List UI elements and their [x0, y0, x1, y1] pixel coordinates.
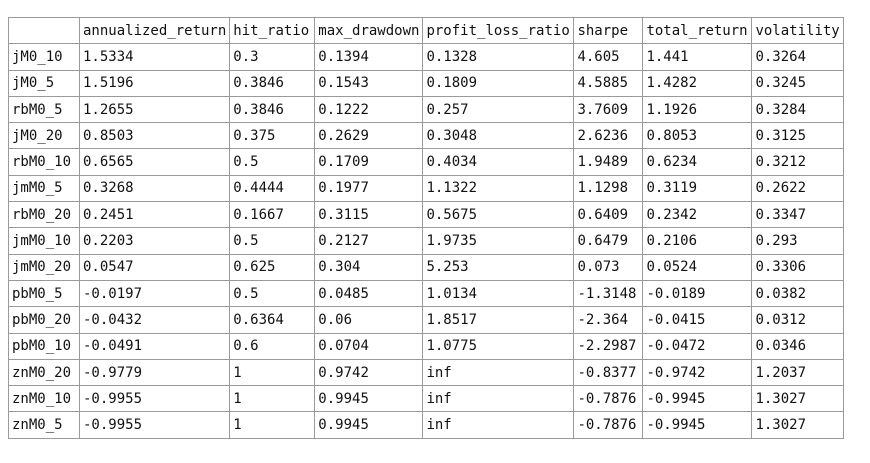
table-cell: 0.2127: [315, 228, 423, 254]
table-cell: 0.6: [230, 333, 315, 359]
table-row: [9, 280, 844, 306]
table-cell: 0.3125: [752, 123, 843, 149]
table-cell: 0.0524: [643, 254, 752, 280]
table-cell: -2.2987: [574, 333, 643, 359]
table-cell: -0.9742: [643, 359, 752, 385]
row-index-cell: rbM0_10: [9, 149, 80, 175]
table-cell: inf: [423, 412, 574, 438]
table-cell: inf: [423, 386, 574, 412]
table-cell: 0.375: [230, 123, 315, 149]
table-cell: 0.8503: [80, 123, 230, 149]
table-cell: 1.2655: [80, 96, 230, 122]
table-cell: 0.625: [230, 254, 315, 280]
table-cell: 2.6236: [574, 123, 643, 149]
table-cell: 0.1977: [315, 175, 423, 201]
table-cell: 0.0382: [752, 280, 843, 306]
table-cell: 0.0346: [752, 333, 843, 359]
table-cell: 0.5: [230, 280, 315, 306]
table-cell: -2.364: [574, 307, 643, 333]
table-cell: 1.0134: [423, 280, 574, 306]
column-header: max_drawdown: [315, 18, 423, 44]
table-cell: -0.0189: [643, 280, 752, 306]
table-cell: -0.0491: [80, 333, 230, 359]
table-cell: 1: [230, 359, 315, 385]
column-header: sharpe: [574, 18, 643, 44]
table-cell: -0.8377: [574, 359, 643, 385]
results-table: [8, 17, 844, 439]
table-body: [9, 44, 844, 438]
dataframe-container: [8, 17, 844, 439]
column-header: annualized_return: [80, 18, 230, 44]
table-cell: -0.7876: [574, 412, 643, 438]
table-row: [9, 202, 844, 228]
row-index-cell: pbM0_10: [9, 333, 80, 359]
table-cell: 0.8053: [643, 123, 752, 149]
table-cell: 0.293: [752, 228, 843, 254]
table-cell: 1.5334: [80, 44, 230, 70]
table-cell: 0.6565: [80, 149, 230, 175]
table-cell: -0.0472: [643, 333, 752, 359]
table-cell: -0.9945: [643, 386, 752, 412]
table-row: [9, 123, 844, 149]
table-row: [9, 412, 844, 438]
table-cell: 0.6364: [230, 307, 315, 333]
table-row: [9, 175, 844, 201]
table-cell: 1.1322: [423, 175, 574, 201]
table-cell: 0.0547: [80, 254, 230, 280]
table-cell: 0.3306: [752, 254, 843, 280]
row-index-cell: jM0_10: [9, 44, 80, 70]
table-cell: -0.9779: [80, 359, 230, 385]
table-cell: 4.605: [574, 44, 643, 70]
table-cell: 0.3245: [752, 70, 843, 96]
table-row: [9, 333, 844, 359]
row-index-cell: znM0_20: [9, 359, 80, 385]
table-cell: 0.3119: [643, 175, 752, 201]
table-cell: 0.1394: [315, 44, 423, 70]
table-cell: 0.2106: [643, 228, 752, 254]
table-cell: 1.3027: [752, 412, 843, 438]
table-cell: 0.2622: [752, 175, 843, 201]
table-cell: 0.1222: [315, 96, 423, 122]
header-row: [9, 18, 844, 44]
table-cell: -0.9955: [80, 412, 230, 438]
table-cell: 1.3027: [752, 386, 843, 412]
table-cell: -0.0432: [80, 307, 230, 333]
table-row: [9, 70, 844, 96]
table-cell: -0.0415: [643, 307, 752, 333]
table-cell: 1.2037: [752, 359, 843, 385]
table-cell: 0.2203: [80, 228, 230, 254]
table-row: [9, 359, 844, 385]
table-cell: 0.257: [423, 96, 574, 122]
table-cell: 1.1926: [643, 96, 752, 122]
table-cell: 0.2629: [315, 123, 423, 149]
table-cell: 0.1709: [315, 149, 423, 175]
table-row: [9, 44, 844, 70]
table-cell: 1.9489: [574, 149, 643, 175]
table-cell: 0.4444: [230, 175, 315, 201]
table-cell: 1: [230, 412, 315, 438]
table-cell: 0.5675: [423, 202, 574, 228]
table-cell: 1.9735: [423, 228, 574, 254]
table-cell: 0.6409: [574, 202, 643, 228]
table-cell: 0.2451: [80, 202, 230, 228]
table-cell: inf: [423, 359, 574, 385]
table-cell: 0.5: [230, 149, 315, 175]
row-index-cell: jmM0_10: [9, 228, 80, 254]
table-cell: 0.3846: [230, 70, 315, 96]
row-index-cell: pbM0_20: [9, 307, 80, 333]
table-cell: 1: [230, 386, 315, 412]
column-header: total_return: [643, 18, 752, 44]
table-cell: 0.1328: [423, 44, 574, 70]
table-cell: -0.9945: [643, 412, 752, 438]
table-cell: 1.0775: [423, 333, 574, 359]
table-cell: 0.2342: [643, 202, 752, 228]
table-cell: 0.3347: [752, 202, 843, 228]
column-header: volatility: [752, 18, 843, 44]
table-cell: 0.3115: [315, 202, 423, 228]
index-header-cell: [9, 18, 80, 44]
table-cell: 1.1298: [574, 175, 643, 201]
table-cell: 0.5: [230, 228, 315, 254]
table-cell: 3.7609: [574, 96, 643, 122]
row-index-cell: znM0_5: [9, 412, 80, 438]
table-cell: 1.4282: [643, 70, 752, 96]
table-cell: 0.1667: [230, 202, 315, 228]
column-header: hit_ratio: [230, 18, 315, 44]
table-cell: 0.06: [315, 307, 423, 333]
column-header: profit_loss_ratio: [423, 18, 574, 44]
table-cell: 0.0312: [752, 307, 843, 333]
table-row: [9, 228, 844, 254]
table-cell: 0.3212: [752, 149, 843, 175]
table-cell: 0.1809: [423, 70, 574, 96]
table-row: [9, 149, 844, 175]
table-cell: 5.253: [423, 254, 574, 280]
table-row: [9, 386, 844, 412]
table-cell: 0.9945: [315, 412, 423, 438]
table-cell: 0.0485: [315, 280, 423, 306]
table-cell: 0.3048: [423, 123, 574, 149]
table-cell: 0.1543: [315, 70, 423, 96]
table-cell: 0.0704: [315, 333, 423, 359]
table-cell: -0.7876: [574, 386, 643, 412]
table-cell: 1.5196: [80, 70, 230, 96]
table-cell: -0.9955: [80, 386, 230, 412]
table-cell: 0.304: [315, 254, 423, 280]
table-row: [9, 254, 844, 280]
table-cell: 4.5885: [574, 70, 643, 96]
table-cell: 0.3284: [752, 96, 843, 122]
row-index-cell: rbM0_20: [9, 202, 80, 228]
table-cell: -1.3148: [574, 280, 643, 306]
row-index-cell: znM0_10: [9, 386, 80, 412]
table-cell: 0.4034: [423, 149, 574, 175]
row-index-cell: jM0_20: [9, 123, 80, 149]
table-header: [9, 18, 844, 44]
table-cell: 0.3268: [80, 175, 230, 201]
table-row: [9, 96, 844, 122]
table-cell: 0.6479: [574, 228, 643, 254]
table-cell: 0.3846: [230, 96, 315, 122]
row-index-cell: pbM0_5: [9, 280, 80, 306]
table-row: [9, 307, 844, 333]
row-index-cell: jM0_5: [9, 70, 80, 96]
table-cell: 1.8517: [423, 307, 574, 333]
row-index-cell: jmM0_20: [9, 254, 80, 280]
table-cell: 1.441: [643, 44, 752, 70]
row-index-cell: jmM0_5: [9, 175, 80, 201]
table-cell: -0.0197: [80, 280, 230, 306]
table-cell: 0.073: [574, 254, 643, 280]
table-cell: 0.9945: [315, 386, 423, 412]
row-index-cell: rbM0_5: [9, 96, 80, 122]
table-cell: 0.3: [230, 44, 315, 70]
table-cell: 0.9742: [315, 359, 423, 385]
table-cell: 0.6234: [643, 149, 752, 175]
table-cell: 0.3264: [752, 44, 843, 70]
